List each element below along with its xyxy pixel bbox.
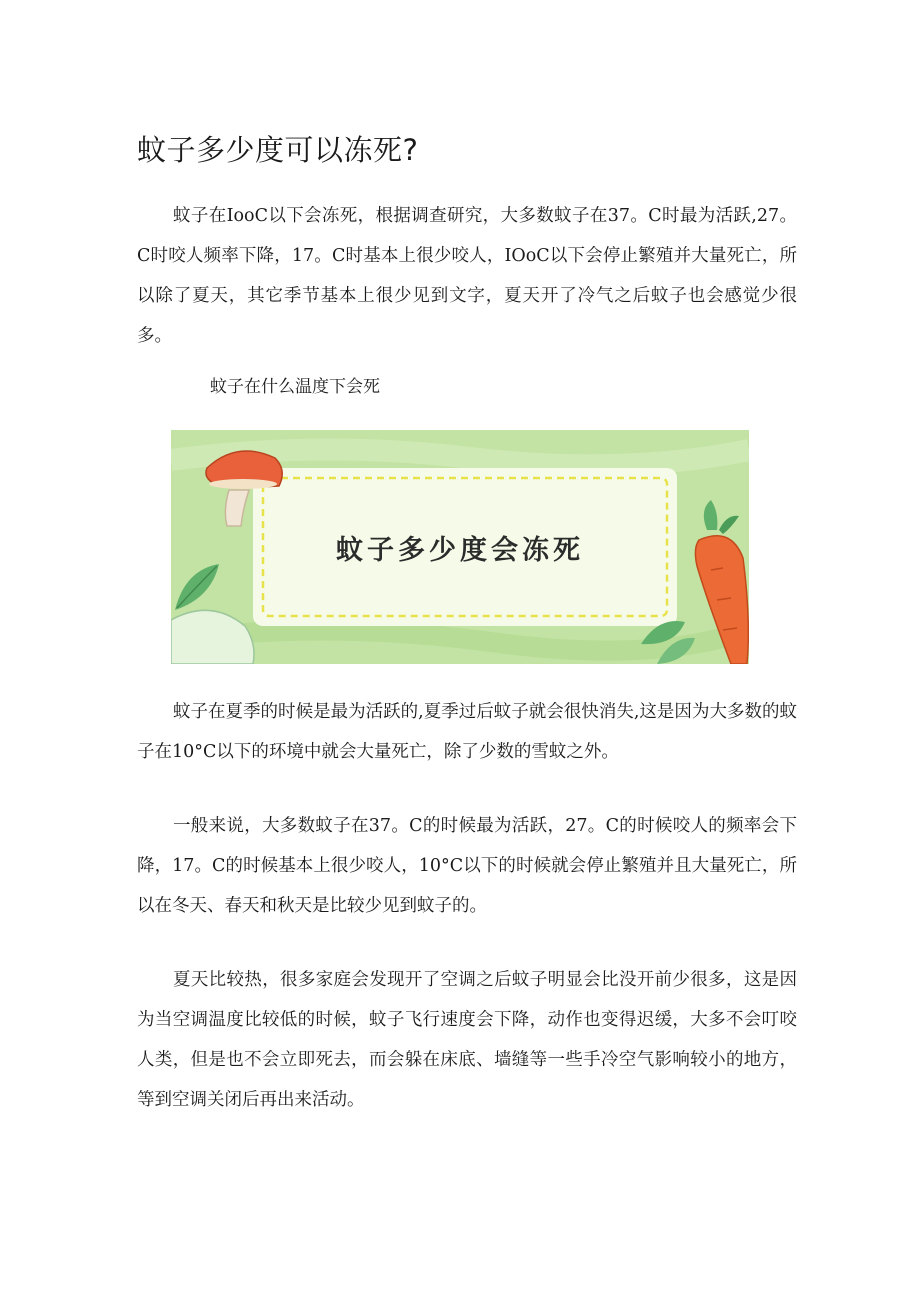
image-caption: 蚊子在什么温度下会死 <box>210 377 380 397</box>
paragraph-1: 蚊子在IooC以下会冻死，根据调查研究，大多数蚊子在37。C时最为活跃,27。C时咬人频率下降，17。C时基本上很少咬人，IOoC以下会停止繁殖并大量死亡，所以除了夏天，其它季节基本上很少见到文字，夏天开了冷气之后蚊子也会感觉少很多。 <box>137 206 797 346</box>
paragraph-4: 夏天比较热，很多家庭会发现开了空调之后蚊子明显会比没开前少很多，这是因为当空调温度比较低的时候，蚊子飞行速度会下降，动作也变得迟缓，大多不会叮咬人类，但是也不会立即死去，而会躲在床底、墙缝等一些手冷空气影响较小的地方，等到空调关闭后再出来活动。 <box>137 970 797 1110</box>
paragraph-3: 一般来说，大多数蚊子在37。C的时候最为活跃，27。C的时候咬人的频率会下降，17。C的时候基本上很少咬人，10°C以下的时候就会停止繁殖并且大量死亡，所以在冬天、春天和秋天是比较少见到蚊子的。 <box>137 816 797 916</box>
banner-title: 蚊子多少度会冻死 <box>336 534 584 566</box>
article-title: 蚊子多少度可以冻死? <box>137 133 419 167</box>
paragraph-2: 蚊子在夏季的时候是最为活跃的,夏季过后蚊子就会很快消失,这是因为大多数的蚊子在10°C以下的环境中就会大量死亡，除了少数的雪蚊之外。 <box>137 702 797 762</box>
banner-image <box>171 430 749 664</box>
